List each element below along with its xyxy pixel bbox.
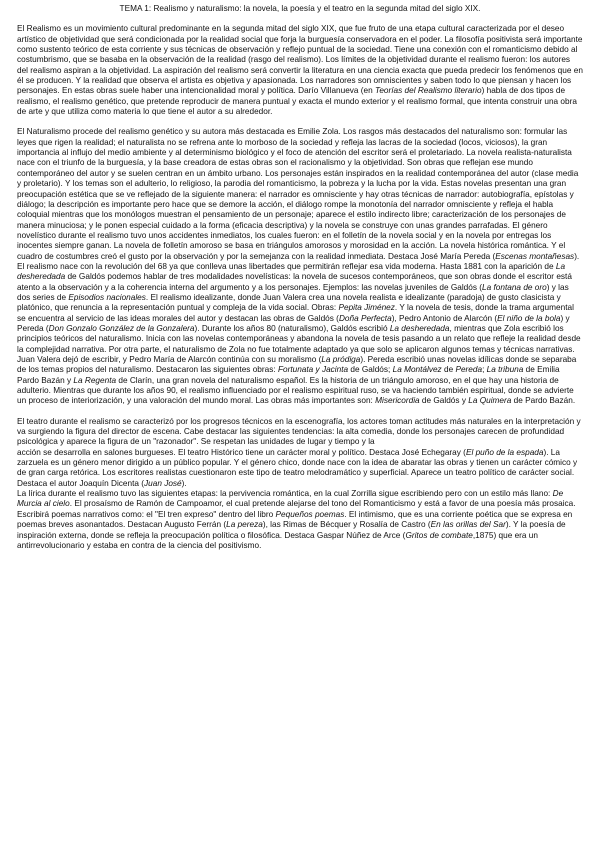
paragraph-text-run: ). Pereda escribió unas novelas idílicas donde se separaba de los temas propios del naturalismo. Destacaron las siguientes obras: [17,355,577,375]
paragraph-text-run: ), Pedro Antonio de Alarcón ( [391,313,498,323]
paragraph-text-run: de Galdós y [419,396,469,406]
italic-title-text: La fontana de oro [482,282,547,292]
paragraph-naturalismo [17,127,583,406]
italic-title-text: Gritos de combate [405,530,473,540]
paragraph-text-run: ) y las dos series de [17,282,569,302]
paragraph-text-run: ). La zarzuela es un género menor dirigido a un público popular. Y el género chico, donde nace con la idea de abaratar las obras y tienen un carácter cómico y de gran carga retórica. Los escritores realistas cuestionaron este tipo de teatro melodramático y superficial. Aparece un teatro político de carácter social. Destaca el autor Joaquín Dicenta ( [17,447,578,488]
italic-title-text: En las orillas del Sar [430,520,506,530]
paragraph-text-run: . El prosaísmo de Ramón de Campoamor, el cual pretende alejarse del tono del Romanticismo y está a favor de una poesía más prosaica. Escribirá poemas narrativos como: el "El tren expreso" dentro del libro [17,499,576,519]
italic-title-text: Misericordia [375,396,420,406]
paragraph-text-run: ). Durante los años 80 (naturalismo), Galdós escribió [194,323,390,333]
paragraph-text-run: de Pardo Bazán. [511,396,576,406]
paragraph-text-run: ). Y la poesía de inspiración externa, donde se refleja la preocupación política o filosófica. Destaca Gaspar Núñez de Arce ( [17,520,566,540]
paragraph-text-run: . El realismo idealizante, donde Juan Valera crea una novela realista e idealizante (paradoja) de gusto clasicista y platónico, que renuncia a la representación puntual y compleja de la vida social. Obras: [17,292,561,313]
paragraph-text-run: . El intimismo, que es una corriente poética que se expresa en poemas breves asonantados. Destacan Augusto Ferrán ( [17,509,573,530]
italic-title-text: La desheredada [17,261,566,282]
paragraph-text-run: de Emilia Pardo Bazán y [17,365,560,385]
italic-title-text: Escenas montañesas [495,251,575,261]
paragraph-text-run: ), las Rimas de Bécquer y Rosalía de Castro ( [262,520,431,530]
italic-title-text: La pródiga [321,355,361,364]
paragraph-text-run: El teatro durante el realismo se caracterizó por los progresos técnicos en la escenografía, los actores toman actitudes más naturales en la interpretación y va surgiendo la figura del director de escena. Cabe destacar las siguientes tendencias: la alta comedia, donde los personajes carecen de profundidad psicológica y aparece la figura de un "razonador". Se respetan las unidades de lugar y tiempo y la [17,416,581,447]
italic-title-text: El puño de la espada [465,447,544,457]
italic-title-text: Pequeños poemas [275,509,345,519]
paragraph-text-run: ). El realismo nace con la revolución del 68 ya que conlleva unas libertades que permitirán reflejar esa vida moderna. Hasta 1881 con la aparición de [17,251,580,271]
italic-title-text: Doña Perfecta [338,313,392,323]
paragraph-text-run: de Galdós podemos hablar de tres modalidades novelísticas: la novela de sucesos contemporáneos, que son obras donde el escritor está atento a la observación y a la coherencia interna del argumento y a los personajes. Ejemplos: las novelas juveniles de Galdós ( [17,272,572,292]
paragraph-text-run: ) habla de dos tipos de realismo, el realismo genético, que pretende reproducir de manera puntual y exacta el mundo exterior y el realismo formal, que intenta construir una obra de arte y que utiliza como materia lo que tiene el autor a su alrededor. [17,86,577,117]
paragraph-text-run: ,1875) que era un antirrevolucionario y estaba en contra de la ciencia del positivismo. [17,530,538,550]
italic-title-text: Fortunata y Jacinta [277,365,349,375]
document-title: TEMA 1: Realismo y naturalismo: la novela, la poesía y el teatro en la segunda mitad del siglo XIX. [119,4,481,13]
paragraph-text-run: ). [181,478,187,488]
paragraph-text-run: de Galdós; [348,365,393,375]
paragraph-text-run: acción se desarrolla en salones burgueses. El teatro Histórico tiene un carácter moral y político. Destaca José Echegaray ( [17,447,466,457]
italic-title-text: Teorías del Realismo literario [375,86,482,96]
italic-title-text: Pereda [455,365,483,375]
italic-title-text: La tribuna [486,365,524,375]
paragraph-text-run: La lírica durante el realismo tuvo las siguientes etapas: la pervivencia romántica, en la cual Zorrilla sigue escribiendo pero con un estilo más llano: [17,489,553,499]
paragraph-realismo [17,24,583,117]
paragraph-text-run: , mientras que Zola escribió los principios teóricos del naturalismo. Inicia con las novelas contemporáneas y abandona la novela de tesis pasando a un relato que refleje la realidad desde la complejidad narrativa. Por otra parte, el naturalismo de Zola no fue totalmente adaptado ya que solo se aplicaron algunos temas y técnicas narrativas. Juan Valera dejó de escribir, y Pedro María de Alarcón continúa con su moralismo ( [17,323,581,364]
paragraph-text-run: El Realismo es un movimiento cultural predominante en la segunda mitad del siglo XIX, que fue fruto de una etapa cultural caracterizada por el deseo artístico de objetividad que será condicionada por la realidad social que forja la burguesía conservadora en el poder. La filosofía positivista será importante como sustento teórico de esta corriente y sus técnicas de observación y reflejo puntual de la sociedad. Tiene una conexión con el romanticismo debido al costumbrismo, que se basaba en la observación de la realidad (rasgo del realismo). Los límites de la objetividad durante el realismo fueron: los autores del realismo aspiran a la objetividad. La aspiración del realismo será convertir la literatura en una ciencia exacta que pueda predecir los fenómenos que en él se producen. Y la realidad que observa el artista es objetiva y apasionada. Los narradores son omniscientes y saben todo lo que piensan y hacen los personajes. En estas obras suele haber una intencionalidad moral y política. Darío Villanueva (en [17,24,583,96]
italic-title-text: La Montálvez [392,365,442,375]
paragraph-text-run: El Naturalismo procede del realismo genético y su autora más destacada es Emilie Zola. Los rasgos más destacados del naturalismo son: formular las leyes que rigen la realidad; el naturalista no se refrena ante lo morboso de la sociedad y refleja las lacras de la sociedad (locos, viciosos), la gran importancia al influjo del medio ambiente y al determinismo biológico y el foco de atención del escritor será el proletariado. La novela realista-naturalista nace con el triunfo de la burguesía, y la base creadora de estas obras son el racionalismo y la objetividad. Son obras que reflejan ese mundo contemporáneo del autor y se suelen centran en un ámbito urbano. Los personajes están inspirados en la realidad contemporánea del autor (clase media y proletario). Y los temas son el adulterio, lo religioso, la parodia del romanticismo, la pobreza y la lucha por la vida. Estas novelas presentan una gran preocupación estética que se ve reflejado de la siguiente manera: el narrador es omnisciente y hay otras técnicas de narrador: autobiografía, epístolas y diálogo; la descripción es importante pero hace que se demore la acción, el diálogo rompe la monotonía del narrador omnisciente y refleja el habla coloquial mientras que los monólogos muestran el pensamiento de un personaje; aparece el estilo indirecto libre; caracterización de los personajes de manera minuciosa; y le ponen especial cuidado a la forma (eficacia descriptiva) y la novela se construye con unas grandes parrafadas. El género novelístico durante el realismo tuvo unos accidentes inmediatos, los cuales fueron: en el folletín de la novela social y en la novela por entregas los inocentes siempre ganan. La novela de folletín amoroso se basa en triángulos amorosos y morosidad en la acción. La novela histórica romántica. Y el cuadro de costumbres creó el gusto por la observación y por la semejanza con la realidad inmediata. Destaca José María Pereda ( [17,127,579,261]
paragraph-teatro-lirica [17,417,583,551]
paragraph-text-run: ) y Pereda ( [17,313,570,333]
italic-title-text: Juan José [144,478,182,488]
italic-title-text: La Regenta [73,375,117,385]
italic-title-text: El niño de la bola [497,313,561,323]
paragraph-text-run: . Y la novela de tesis, donde la trama argumental se encuentra al servicio de las ideas morales del autor y destacan las obras de Galdós ( [17,303,574,323]
italic-title-text: La pereza [226,520,263,530]
paragraph-text-run: de Clarín, una gran novela del naturalismo español. Es la historia de un triángulo amoroso, en el que hay una historia de adulterio. Mientras que durante los años 90, el realismo influenciado por el realismo espiritual ruso, se va haciendo también espiritual, donde se advierte un proceso de interiorización, y una valoración del mundo moral. Las obras más importantes son: [17,375,574,406]
italic-title-text: Pepita Jiménez [338,303,395,313]
italic-title-text: Episodios nacionales [68,292,146,302]
paragraph-text-run: de [441,365,456,375]
italic-title-text: La desheredada [389,323,450,333]
paragraph-text-run: ; [482,365,487,375]
italic-title-text: La Quimera [468,396,512,406]
italic-title-text: Don Gonzalo González de la Gonzalera [48,323,195,333]
italic-title-text: De Murcia al cielo [17,489,564,509]
